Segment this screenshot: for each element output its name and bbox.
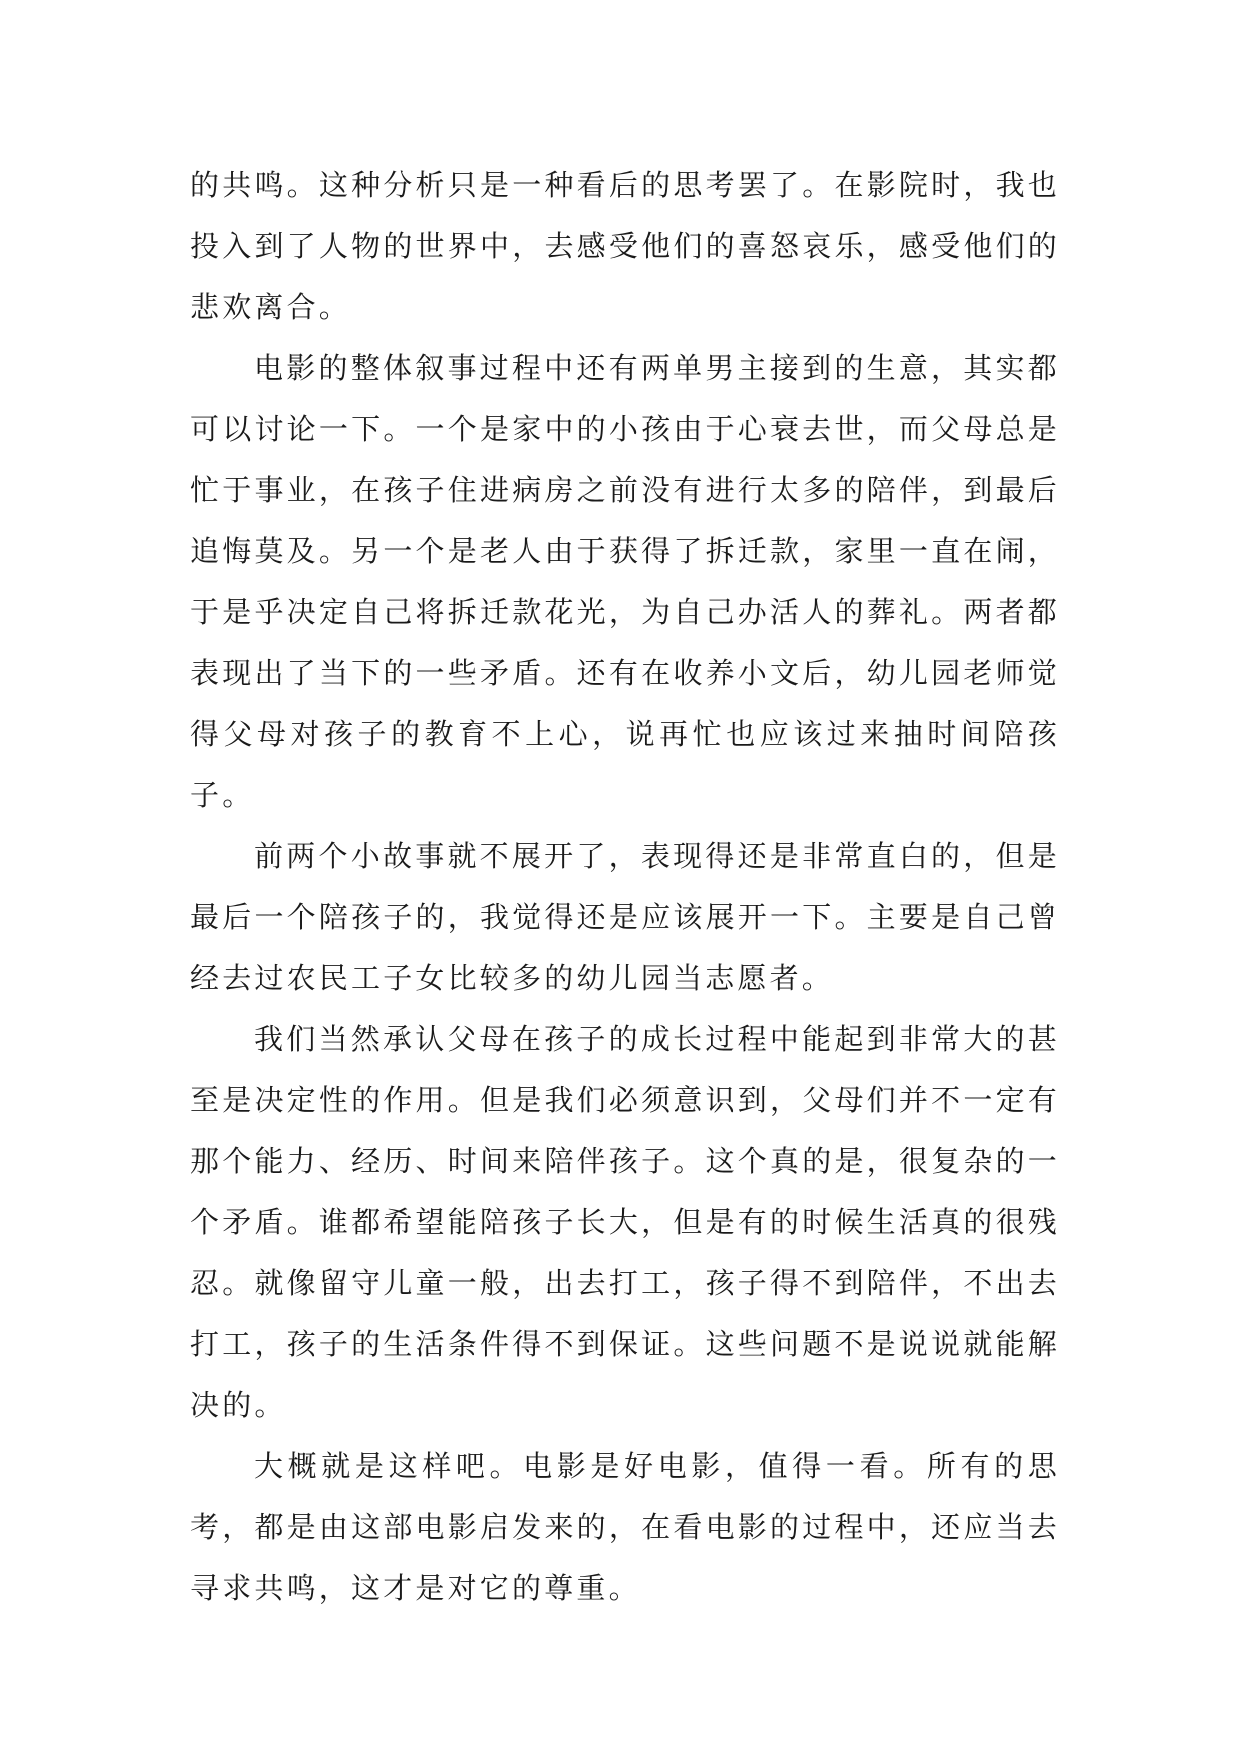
paragraph-4: 我们当然承认父母在孩子的成长过程中能起到非常大的甚至是决定性的作用。但是我们必须意识到，父母们并不一定有那个能力、经历、时间来陪伴孩子。这个真的是，很复杂的一个矛盾。谁都希望能陪孩子长大，但是有的时候生活真的很残忍。就像留守儿童一般，出去打工，孩子得不到陪伴，不出去打工，孩子的生活条件得不到保证。这些问题不是说说就能解决的。 [190,1022,1060,1422]
paragraph-3: 前两个小故事就不展开了，表现得还是非常直白的，但是最后一个陪孩子的，我觉得还是应该展开一下。主要是自己曾经去过农民工子女比较多的幼儿园当志愿者。 [190,839,1060,995]
paragraph-2: 电影的整体叙事过程中还有两单男主接到的生意，其实都可以讨论一下。一个是家中的小孩由于心衰去世，而父母总是忙于事业，在孩子住进病房之前没有进行太多的陪伴，到最后追悔莫及。另一个是老人由于获得了拆迁款，家里一直在闹，于是乎决定自己将拆迁款花光，为自己办活人的葬礼。两者都表现出了当下的一些矛盾。还有在收养小文后，幼儿园老师觉得父母对孩子的教育不上心，说再忙也应该过来抽时间陪孩子。 [190,351,1060,812]
document-body [190,155,1060,1619]
paragraph-5: 大概就是这样吧。电影是好电影，值得一看。所有的思考，都是由这部电影启发来的，在看电影的过程中，还应当去寻求共鸣，这才是对它的尊重。 [190,1449,1060,1605]
paragraph-1: 的共鸣。这种分析只是一种看后的思考罢了。在影院时，我也投入到了人物的世界中，去感受他们的喜怒哀乐，感受他们的悲欢离合。 [190,168,1060,324]
